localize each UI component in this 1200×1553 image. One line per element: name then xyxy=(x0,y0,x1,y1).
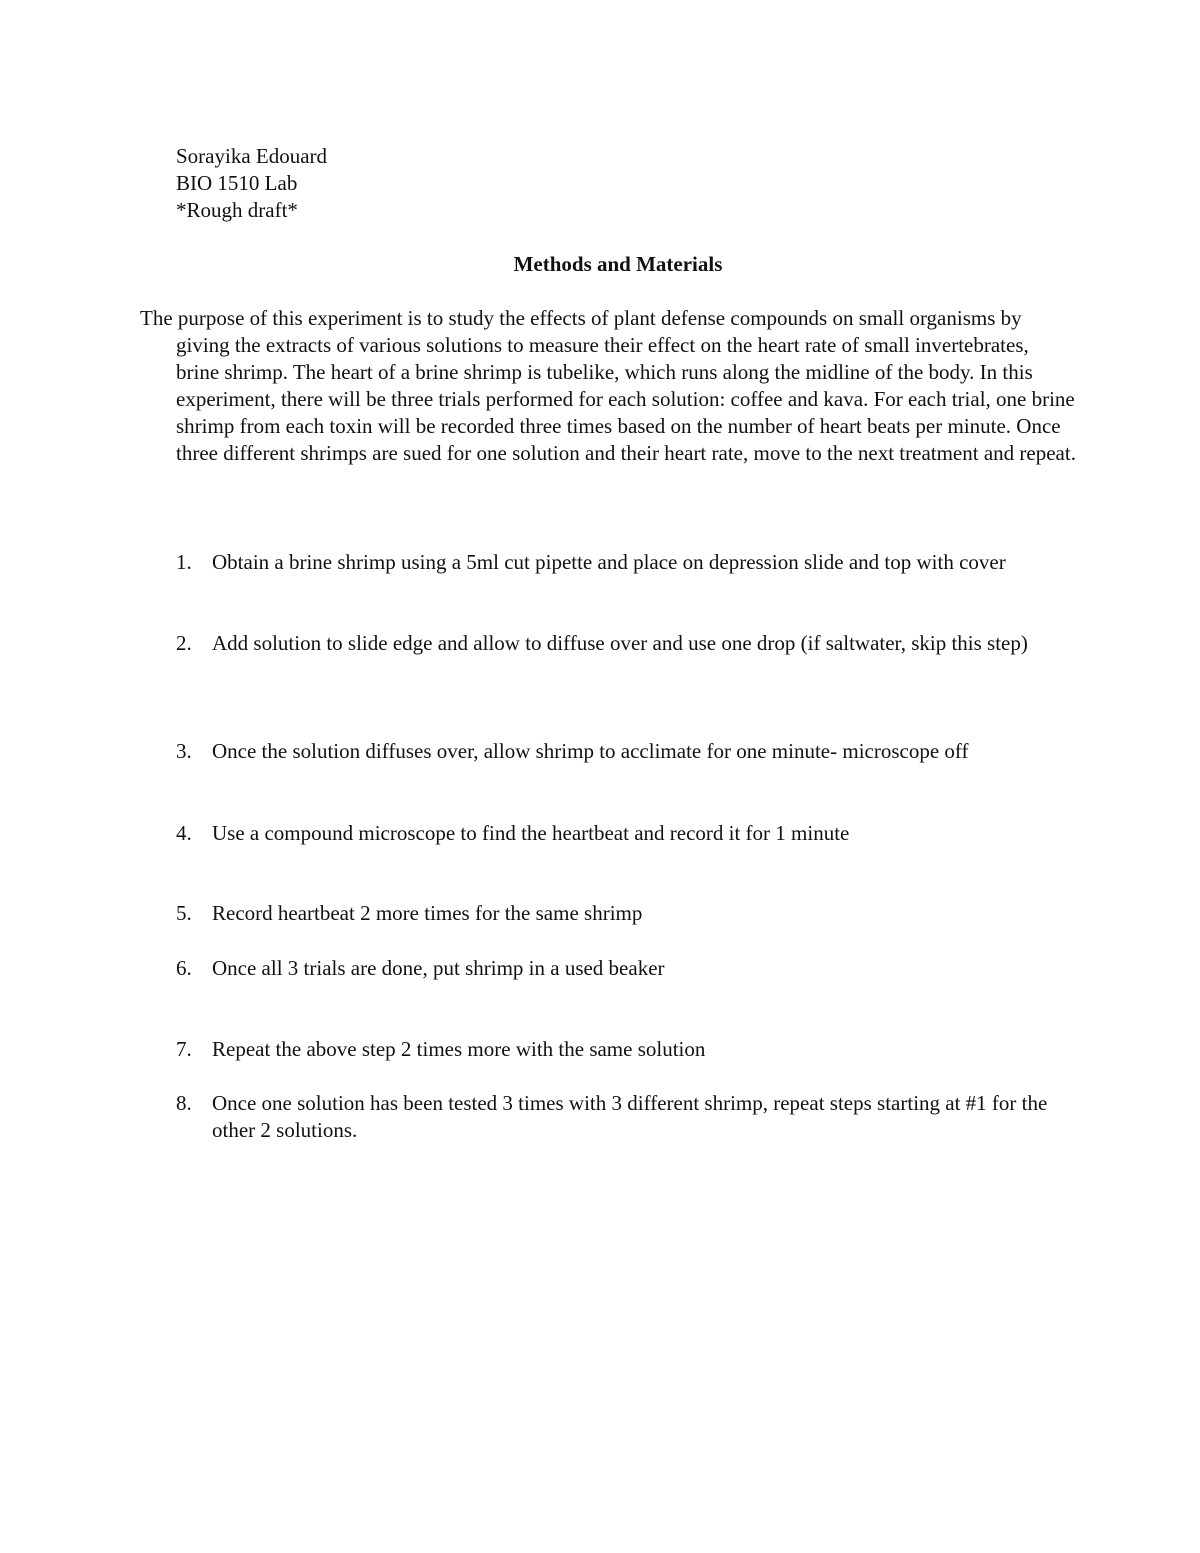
step-text: Record heartbeat 2 more times for the same shrimp xyxy=(212,901,643,925)
step-text: Add solution to slide edge and allow to diffuse over and use one drop (if saltwater, skip this step) xyxy=(212,631,1028,655)
intro-paragraph: The purpose of this experiment is to study the effects of plant defense compounds on small organisms by giving the extracts of various solutions to measure their effect on the heart rate of small invertebrates, brine shrimp. The heart of a brine shrimp is tubelike, which runs along the midline of the body. In this experiment, there will be three trials performed for each solution: coffee and kava. For each trial, one brine shrimp from each toxin will be recorded three times based on the number of heart beats per minute. Once three different shrimps are sued for one solution and their heart rate, move to the next treatment and repeat. xyxy=(140,306,1076,465)
step-number: 8. xyxy=(176,1091,192,1115)
step-text: Obtain a brine shrimp using a 5ml cut pipette and place on depression slide and top with cover xyxy=(212,550,1006,574)
step-number: 3. xyxy=(176,739,192,763)
step-number: 1. xyxy=(176,550,192,574)
step-number: 2. xyxy=(176,631,192,655)
step-number: 4. xyxy=(176,821,192,845)
step-text: Repeat the above step 2 times more with the same solution xyxy=(212,1037,706,1061)
step-number: 5. xyxy=(176,901,192,925)
step-text: Once one solution has been tested 3 times with 3 different shrimp, repeat steps starting at #1 for the other 2 solutions. xyxy=(212,1091,1048,1142)
step-number: 6. xyxy=(176,956,192,980)
step-text: Once the solution diffuses over, allow shrimp to acclimate for one minute- microscope off xyxy=(212,739,969,763)
step-text: Once all 3 trials are done, put shrimp in a used beaker xyxy=(212,956,665,980)
page-title: Methods and Materials xyxy=(513,252,723,276)
draft-status: *Rough draft* xyxy=(176,198,298,222)
author-name: Sorayika Edouard xyxy=(176,144,328,168)
step-number: 7. xyxy=(176,1037,192,1061)
step-text: Use a compound microscope to find the heartbeat and record it for 1 minute xyxy=(212,821,850,845)
course-name: BIO 1510 Lab xyxy=(176,171,298,195)
